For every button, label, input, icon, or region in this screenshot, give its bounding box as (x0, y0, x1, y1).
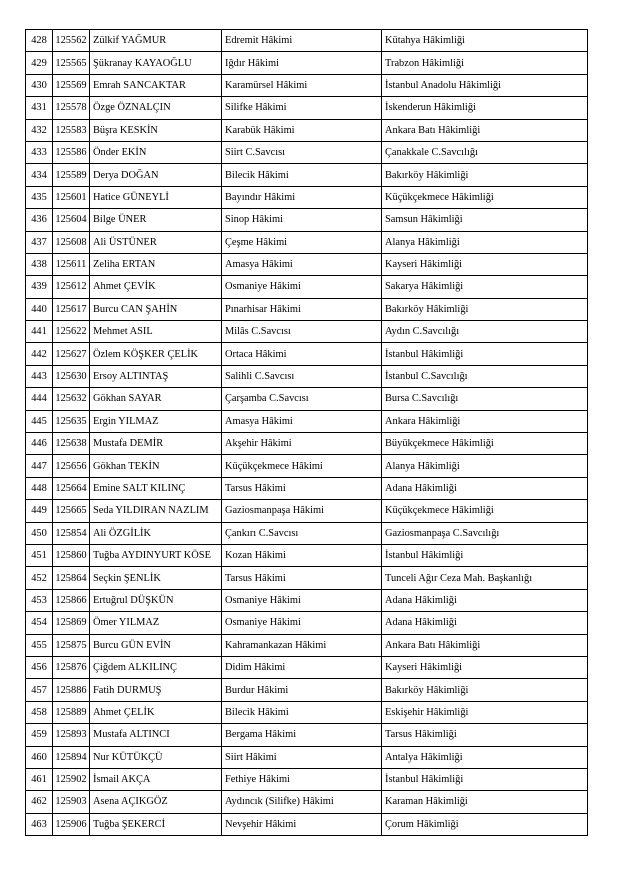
current-post: Çarşamba C.Savcısı (222, 388, 382, 410)
row-number: 458 (26, 701, 53, 723)
table-row (26, 141, 588, 163)
registry-number: 125627 (53, 343, 90, 365)
row-number: 437 (26, 231, 53, 253)
current-post: Tarsus Hâkimi (222, 477, 382, 499)
row-number: 428 (26, 30, 53, 52)
person-name: Mustafa ALTINCI (90, 724, 222, 746)
person-name: Fatih DURMUŞ (90, 679, 222, 701)
table-row (26, 679, 588, 701)
registry-number: 125638 (53, 433, 90, 455)
table-row (26, 656, 588, 678)
table-row (26, 724, 588, 746)
registry-number: 125617 (53, 298, 90, 320)
person-name: Burcu CAN ŞAHİN (90, 298, 222, 320)
registry-number: 125906 (53, 813, 90, 835)
table-row (26, 52, 588, 74)
table-row (26, 455, 588, 477)
new-post: Adana Hâkimliği (382, 477, 588, 499)
new-post: İstanbul Hâkimliği (382, 544, 588, 566)
row-number: 459 (26, 724, 53, 746)
registry-number: 125635 (53, 410, 90, 432)
registry-number: 125565 (53, 52, 90, 74)
new-post: Gaziosmanpaşa C.Savcılığı (382, 522, 588, 544)
current-post: Amasya Hâkimi (222, 253, 382, 275)
row-number: 449 (26, 500, 53, 522)
current-post: Bayındır Hâkimi (222, 186, 382, 208)
row-number: 440 (26, 298, 53, 320)
new-post: Kütahya Hâkimliği (382, 30, 588, 52)
new-post: Trabzon Hâkimliği (382, 52, 588, 74)
current-post: Tarsus Hâkimi (222, 567, 382, 589)
person-name: Asena AÇIKGÖZ (90, 791, 222, 813)
registry-number: 125632 (53, 388, 90, 410)
table-row (26, 701, 588, 723)
current-post: Osmaniye Hâkimi (222, 612, 382, 634)
registry-number: 125866 (53, 589, 90, 611)
current-post: Bergama Hâkimi (222, 724, 382, 746)
row-number: 433 (26, 141, 53, 163)
table-row (26, 567, 588, 589)
person-name: Derya DOĞAN (90, 164, 222, 186)
current-post: Pınarhisar Hâkimi (222, 298, 382, 320)
new-post: İstanbul Hâkimliği (382, 343, 588, 365)
table-row (26, 589, 588, 611)
person-name: Özlem KÖŞKER ÇELİK (90, 343, 222, 365)
registry-number: 125601 (53, 186, 90, 208)
person-name: Ahmet ÇEVİK (90, 276, 222, 298)
current-post: Milâs C.Savcısı (222, 321, 382, 343)
table-row (26, 164, 588, 186)
registry-number: 125611 (53, 253, 90, 275)
row-number: 443 (26, 365, 53, 387)
new-post: Tunceli Ağır Ceza Mah. Başkanlığı (382, 567, 588, 589)
row-number: 436 (26, 209, 53, 231)
registry-number: 125894 (53, 746, 90, 768)
row-number: 451 (26, 544, 53, 566)
registry-number: 125903 (53, 791, 90, 813)
table-row (26, 612, 588, 634)
new-post: Kayseri Hâkimliği (382, 656, 588, 678)
person-name: Zeliha ERTAN (90, 253, 222, 275)
registry-number: 125869 (53, 612, 90, 634)
row-number: 430 (26, 74, 53, 96)
table-row (26, 544, 588, 566)
registry-number: 125604 (53, 209, 90, 231)
table-row (26, 97, 588, 119)
person-name: Ersoy ALTINTAŞ (90, 365, 222, 387)
table-row (26, 186, 588, 208)
current-post: Karabük Hâkimi (222, 119, 382, 141)
person-name: Nur KÜTÜKÇÜ (90, 746, 222, 768)
current-post: Sinop Hâkimi (222, 209, 382, 231)
row-number: 454 (26, 612, 53, 634)
registry-number: 125665 (53, 500, 90, 522)
person-name: Özge ÖZNALÇIN (90, 97, 222, 119)
person-name: Seçkin ŞENLİK (90, 567, 222, 589)
person-name: Emine SALT KILINÇ (90, 477, 222, 499)
new-post: Ankara Batı Hâkimliği (382, 634, 588, 656)
row-number: 446 (26, 433, 53, 455)
row-number: 448 (26, 477, 53, 499)
row-number: 450 (26, 522, 53, 544)
table-row (26, 433, 588, 455)
new-post: Kayseri Hâkimliği (382, 253, 588, 275)
person-name: Ali ÜSTÜNER (90, 231, 222, 253)
new-post: Karaman Hâkimliği (382, 791, 588, 813)
current-post: Bilecik Hâkimi (222, 164, 382, 186)
appointment-table (25, 29, 588, 836)
table-row (26, 365, 588, 387)
row-number: 453 (26, 589, 53, 611)
table-row (26, 119, 588, 141)
current-post: Akşehir Hâkimi (222, 433, 382, 455)
row-number: 447 (26, 455, 53, 477)
new-post: Adana Hâkimliği (382, 589, 588, 611)
current-post: Çeşme Hâkimi (222, 231, 382, 253)
new-post: İskenderun Hâkimliği (382, 97, 588, 119)
person-name: Ömer YILMAZ (90, 612, 222, 634)
table-row (26, 410, 588, 432)
registry-number: 125854 (53, 522, 90, 544)
new-post: İstanbul C.Savcılığı (382, 365, 588, 387)
new-post: Eskişehir Hâkimliği (382, 701, 588, 723)
new-post: Küçükçekmece Hâkimliği (382, 500, 588, 522)
row-number: 438 (26, 253, 53, 275)
current-post: Karamürsel Hâkimi (222, 74, 382, 96)
current-post: Iğdır Hâkimi (222, 52, 382, 74)
new-post: Çanakkale C.Savcılığı (382, 141, 588, 163)
row-number: 457 (26, 679, 53, 701)
person-name: Ali ÖZGİLİK (90, 522, 222, 544)
new-post: Küçükçekmece Hâkimliği (382, 186, 588, 208)
person-name: Şükranay KAYAOĞLU (90, 52, 222, 74)
registry-number: 125630 (53, 365, 90, 387)
new-post: Samsun Hâkimliği (382, 209, 588, 231)
current-post: Fethiye Hâkimi (222, 768, 382, 790)
new-post: Bakırköy Hâkimliği (382, 679, 588, 701)
registry-number: 125864 (53, 567, 90, 589)
row-number: 434 (26, 164, 53, 186)
table-body (26, 30, 588, 836)
person-name: Ahmet ÇELİK (90, 701, 222, 723)
registry-number: 125589 (53, 164, 90, 186)
row-number: 444 (26, 388, 53, 410)
registry-number: 125612 (53, 276, 90, 298)
registry-number: 125578 (53, 97, 90, 119)
registry-number: 125656 (53, 455, 90, 477)
current-post: Kahramankazan Hâkimi (222, 634, 382, 656)
current-post: Siirt C.Savcısı (222, 141, 382, 163)
row-number: 461 (26, 768, 53, 790)
row-number: 432 (26, 119, 53, 141)
row-number: 431 (26, 97, 53, 119)
row-number: 463 (26, 813, 53, 835)
registry-number: 125893 (53, 724, 90, 746)
person-name: Mustafa DEMİR (90, 433, 222, 455)
new-post: Ankara Hâkimliği (382, 410, 588, 432)
person-name: Gökhan SAYAR (90, 388, 222, 410)
table-row (26, 500, 588, 522)
table-row (26, 74, 588, 96)
person-name: Tuğba AYDINYURT KÖSE (90, 544, 222, 566)
current-post: Didim Hâkimi (222, 656, 382, 678)
new-post: Çorum Hâkimliği (382, 813, 588, 835)
person-name: İsmail AKÇA (90, 768, 222, 790)
person-name: Emrah SANCAKTAR (90, 74, 222, 96)
table-row (26, 253, 588, 275)
row-number: 462 (26, 791, 53, 813)
row-number: 460 (26, 746, 53, 768)
table-row (26, 634, 588, 656)
current-post: Burdur Hâkimi (222, 679, 382, 701)
registry-number: 125622 (53, 321, 90, 343)
table-row (26, 30, 588, 52)
person-name: Ertuğrul DÜŞKÜN (90, 589, 222, 611)
new-post: Aydın C.Savcılığı (382, 321, 588, 343)
person-name: Mehmet ASIL (90, 321, 222, 343)
current-post: Bilecik Hâkimi (222, 701, 382, 723)
registry-number: 125876 (53, 656, 90, 678)
current-post: Edremit Hâkimi (222, 30, 382, 52)
table-row (26, 388, 588, 410)
row-number: 441 (26, 321, 53, 343)
new-post: Bursa C.Savcılığı (382, 388, 588, 410)
registry-number: 125569 (53, 74, 90, 96)
registry-number: 125583 (53, 119, 90, 141)
current-post: Salihli C.Savcısı (222, 365, 382, 387)
current-post: Gaziosmanpaşa Hâkimi (222, 500, 382, 522)
table-row (26, 231, 588, 253)
person-name: Seda YILDIRAN NAZLIM (90, 500, 222, 522)
table-row (26, 298, 588, 320)
registry-number: 125902 (53, 768, 90, 790)
table-row (26, 791, 588, 813)
person-name: Hatice GÜNEYLİ (90, 186, 222, 208)
table-row (26, 477, 588, 499)
registry-number: 125860 (53, 544, 90, 566)
new-post: Ankara Batı Hâkimliği (382, 119, 588, 141)
registry-number: 125562 (53, 30, 90, 52)
table-row (26, 768, 588, 790)
current-post: Küçükçekmece Hâkimi (222, 455, 382, 477)
current-post: Siirt Hâkimi (222, 746, 382, 768)
registry-number: 125886 (53, 679, 90, 701)
new-post: Alanya Hâkimliği (382, 455, 588, 477)
person-name: Büşra KESKİN (90, 119, 222, 141)
row-number: 445 (26, 410, 53, 432)
new-post: İstanbul Hâkimliği (382, 768, 588, 790)
table-row (26, 321, 588, 343)
current-post: Ortaca Hâkimi (222, 343, 382, 365)
row-number: 455 (26, 634, 53, 656)
person-name: Burcu GÜN EVİN (90, 634, 222, 656)
new-post: Bakırköy Hâkimliği (382, 164, 588, 186)
person-name: Gökhan TEKİN (90, 455, 222, 477)
new-post: Sakarya Hâkimliği (382, 276, 588, 298)
table-row (26, 209, 588, 231)
current-post: Çankırı C.Savcısı (222, 522, 382, 544)
current-post: Amasya Hâkimi (222, 410, 382, 432)
table-row (26, 746, 588, 768)
new-post: Tarsus Hâkimliği (382, 724, 588, 746)
row-number: 452 (26, 567, 53, 589)
registry-number: 125875 (53, 634, 90, 656)
table-row (26, 276, 588, 298)
new-post: Büyükçekmece Hâkimliği (382, 433, 588, 455)
registry-number: 125608 (53, 231, 90, 253)
current-post: Nevşehir Hâkimi (222, 813, 382, 835)
table-row (26, 522, 588, 544)
row-number: 456 (26, 656, 53, 678)
new-post: Bakırköy Hâkimliği (382, 298, 588, 320)
row-number: 439 (26, 276, 53, 298)
table-row (26, 343, 588, 365)
new-post: Alanya Hâkimliği (382, 231, 588, 253)
person-name: Tuğba ŞEKERCİ (90, 813, 222, 835)
registry-number: 125889 (53, 701, 90, 723)
person-name: Zülkif YAĞMUR (90, 30, 222, 52)
new-post: İstanbul Anadolu Hâkimliği (382, 74, 588, 96)
registry-number: 125664 (53, 477, 90, 499)
person-name: Bilge ÜNER (90, 209, 222, 231)
row-number: 442 (26, 343, 53, 365)
current-post: Kozan Hâkimi (222, 544, 382, 566)
person-name: Çiğdem ALKILINÇ (90, 656, 222, 678)
current-post: Osmaniye Hâkimi (222, 589, 382, 611)
person-name: Önder EKİN (90, 141, 222, 163)
current-post: Osmaniye Hâkimi (222, 276, 382, 298)
row-number: 435 (26, 186, 53, 208)
row-number: 429 (26, 52, 53, 74)
person-name: Ergin YILMAZ (90, 410, 222, 432)
current-post: Silifke Hâkimi (222, 97, 382, 119)
new-post: Adana Hâkimliği (382, 612, 588, 634)
registry-number: 125586 (53, 141, 90, 163)
new-post: Antalya Hâkimliği (382, 746, 588, 768)
current-post: Aydıncık (Silifke) Hâkimi (222, 791, 382, 813)
table-row (26, 813, 588, 835)
